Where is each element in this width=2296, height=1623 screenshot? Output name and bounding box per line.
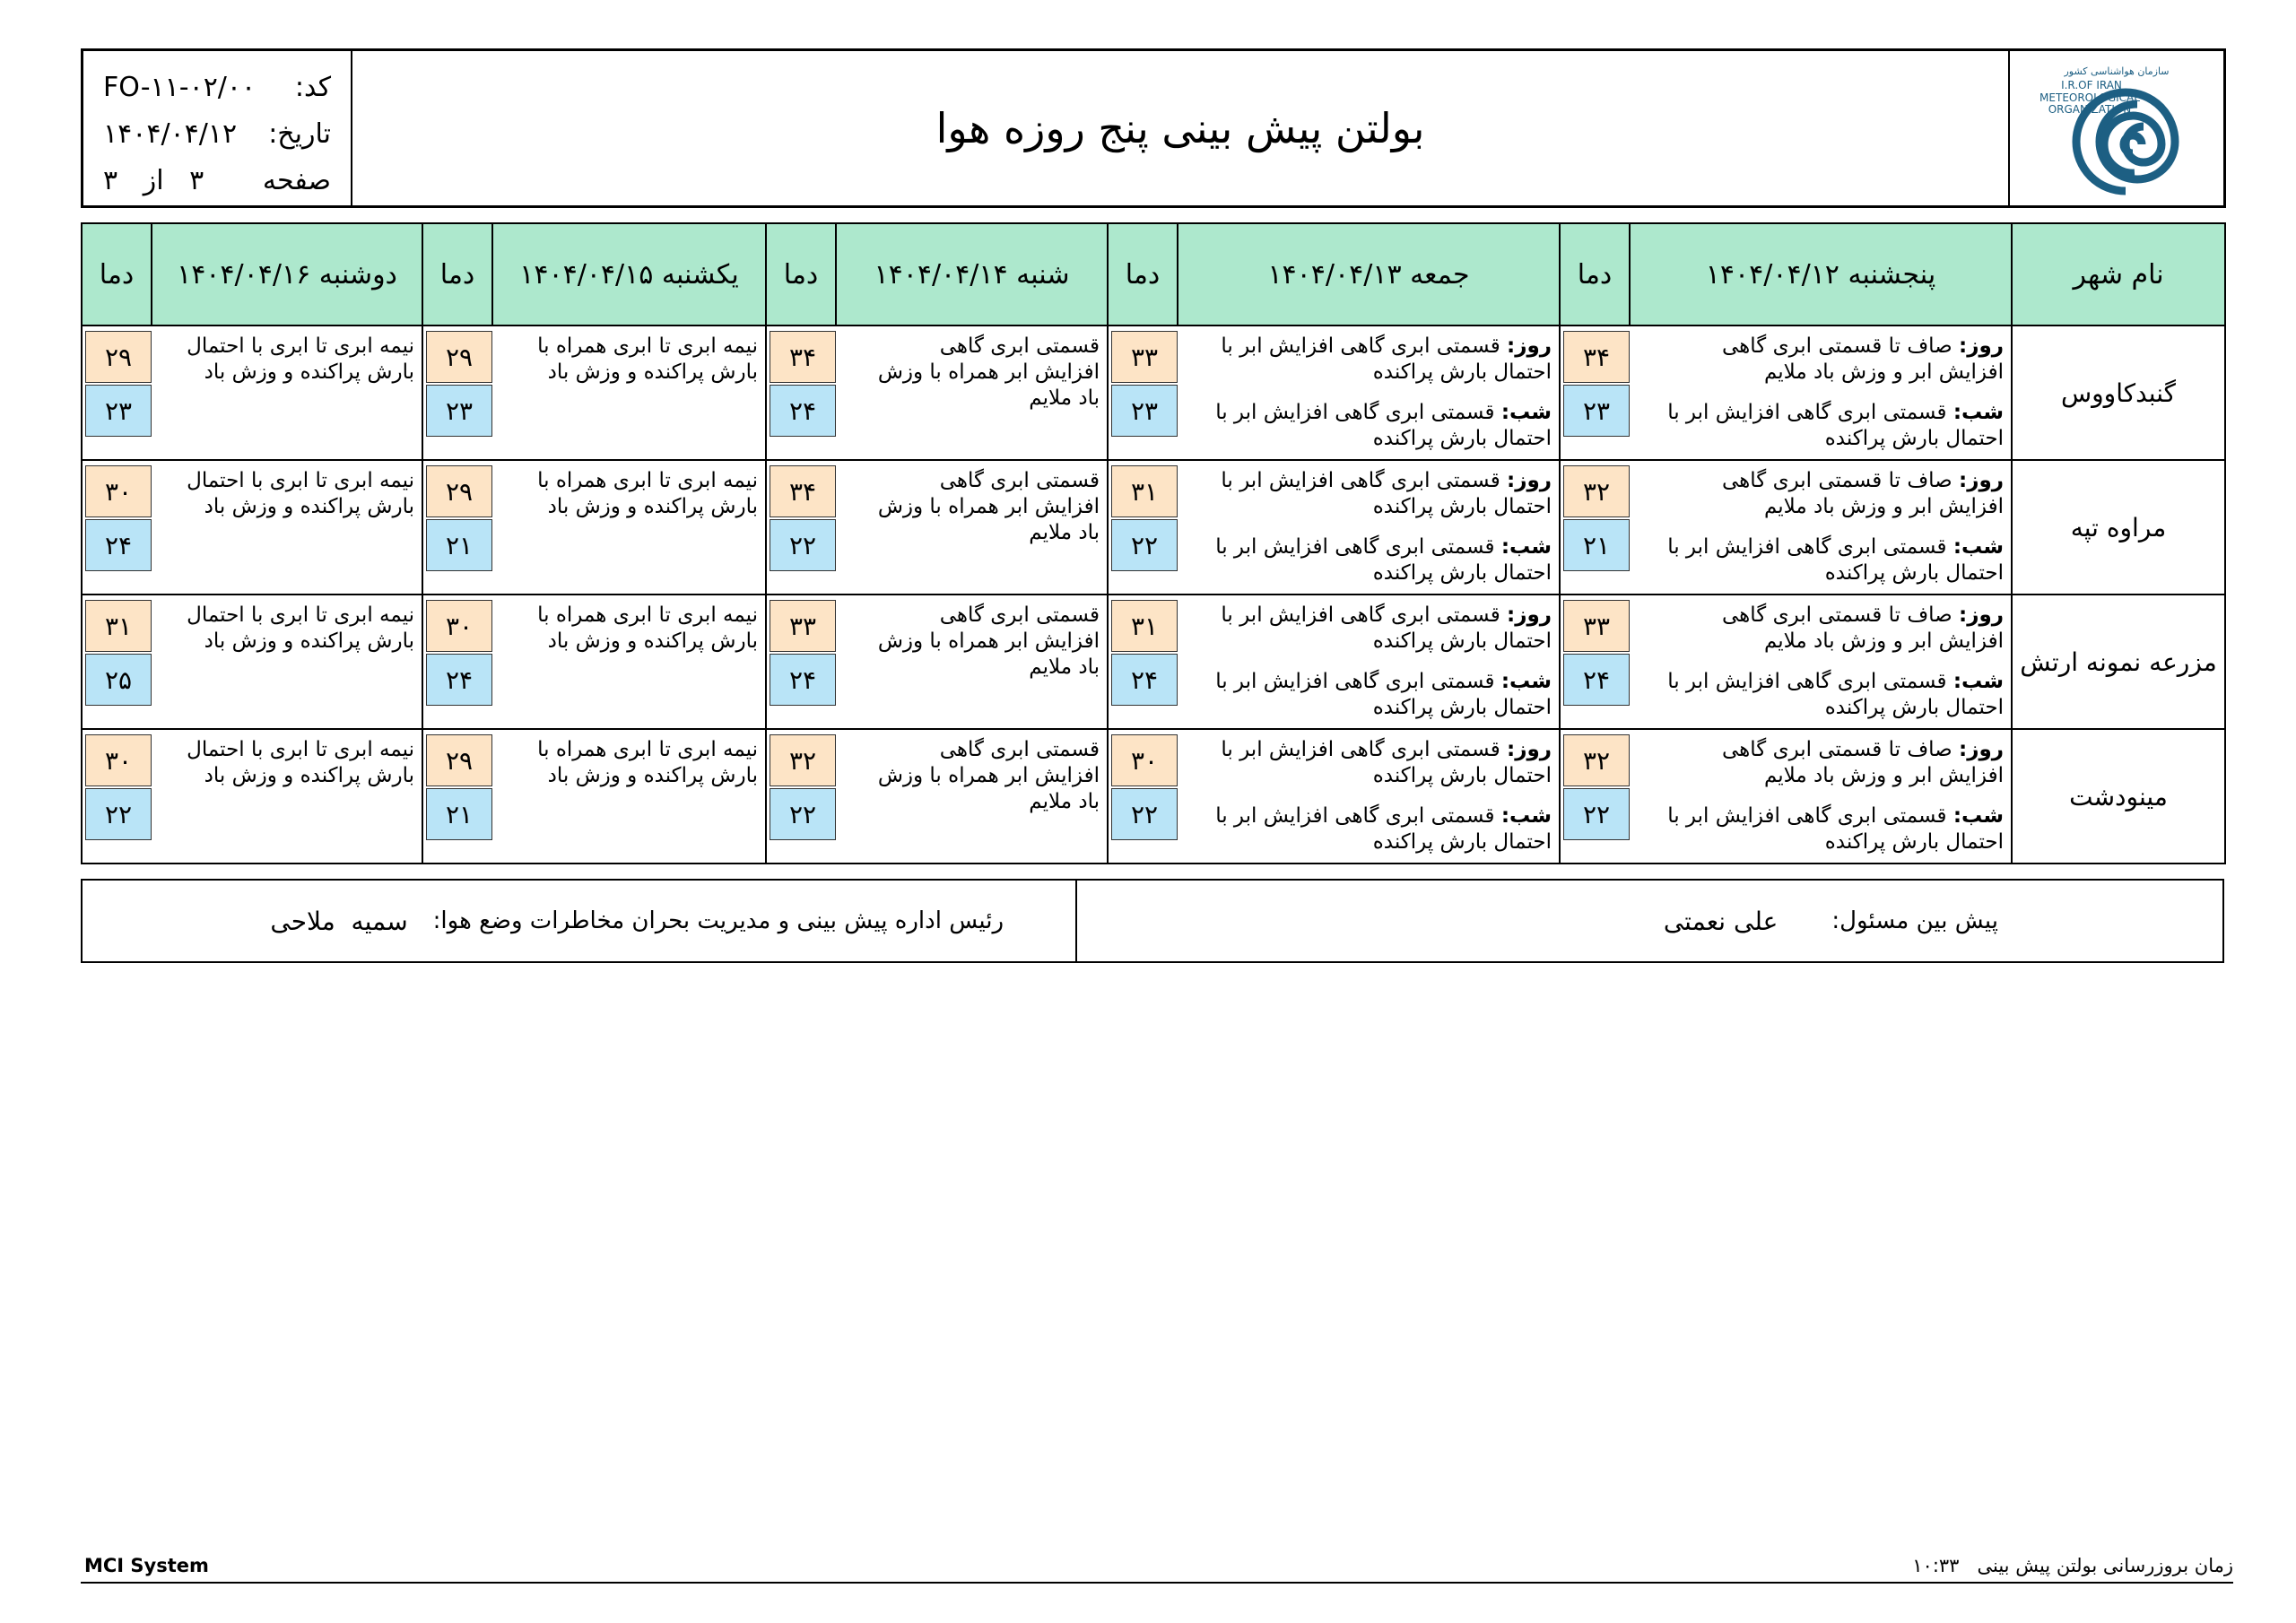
temp-day-5 — [82, 595, 152, 729]
min-temp: ۲۳ — [85, 385, 152, 437]
min-temp: ۲۳ — [1563, 385, 1630, 437]
temp-day-4 — [422, 460, 492, 595]
max-temp: ۳۰ — [85, 734, 152, 786]
night-prefix: شب: — [1952, 670, 2004, 693]
min-temp: ۲۴ — [770, 385, 836, 437]
night-prefix: شب: — [1952, 535, 2004, 559]
min-temp: ۲۲ — [770, 519, 836, 571]
code-value: FO-۱۱-۰۲/۰۰ — [103, 71, 257, 103]
min-temp: ۲۲ — [770, 788, 836, 840]
day-header-5: دوشنبه ۱۴۰۴/۰۴/۱۶ — [152, 223, 422, 325]
max-temp: ۳۱ — [1111, 600, 1178, 652]
forecast-day-4: نیمه ابری تا ابری همراه با بارش پراکنده و وزش باد — [492, 460, 766, 595]
code-label: کد: — [294, 71, 331, 103]
logo-text-fa: سازمان هواشناسی کشور — [2064, 65, 2170, 77]
forecast-day-1: روز: صاف تا قسمتی ابری گاهی افزایش ابر و وزش باد ملایم شب: قسمتی ابری گاهی افزایش ابر با احتمال بارش پراکنده — [1630, 460, 2012, 595]
night-prefix: شب: — [1500, 804, 1552, 828]
bulletin-header — [81, 48, 2226, 208]
temp-day-3 — [766, 595, 836, 729]
max-temp: ۳۴ — [770, 465, 836, 517]
max-temp: ۳۲ — [1563, 734, 1630, 786]
update-label: زمان بروزرسانی بولتن پیش بینی — [1977, 1555, 2233, 1576]
night-prefix: شب: — [1500, 535, 1552, 559]
forecast-day-5: نیمه ابری تا ابری با احتمال بارش پراکنده و وزش باد — [152, 595, 422, 729]
day-prefix: روز: — [1959, 738, 2004, 761]
forecaster-name: علی نعمتی — [1663, 906, 1779, 936]
day-header-2: جمعه ۱۴۰۴/۰۴/۱۳ — [1178, 223, 1560, 325]
max-temp: ۳۴ — [770, 331, 836, 383]
min-temp: ۲۲ — [1111, 519, 1178, 571]
day-prefix: روز: — [1507, 738, 1552, 761]
meteorology-logo-icon — [2027, 56, 2206, 200]
forecaster-cell — [1075, 881, 2222, 961]
forecast-day-2: روز: قسمتی ابری گاهی افزایش ابر با احتمال بارش پراکنده شب: قسمتی ابری گاهی افزایش ابر با احتمال بارش پراکنده — [1178, 595, 1560, 729]
head-cell — [83, 881, 1075, 961]
temp-day-2 — [1108, 325, 1178, 460]
max-temp: ۳۰ — [1111, 734, 1178, 786]
forecast-day-3: قسمتی ابری گاهی افزایش ابر همراه با وزش باد ملایم — [836, 325, 1108, 460]
city-name: مزرعه نمونه ارتش — [2012, 595, 2225, 729]
forecast-day-2: روز: قسمتی ابری گاهی افزایش ابر با احتمال بارش پراکنده شب: قسمتی ابری گاهی افزایش ابر با احتمال بارش پراکنده — [1178, 325, 1560, 460]
date-label: تاریخ: — [268, 117, 331, 150]
table-header-row — [82, 223, 2225, 325]
max-temp: ۳۲ — [770, 734, 836, 786]
update-info — [1912, 1555, 2233, 1576]
temp-day-4 — [422, 729, 492, 864]
temp-day-2 — [1108, 595, 1178, 729]
day-header-4: یکشنبه ۱۴۰۴/۰۴/۱۵ — [492, 223, 766, 325]
max-temp: ۲۹ — [85, 331, 152, 383]
temp-header-2: دما — [1108, 223, 1178, 325]
forecast-day-3: قسمتی ابری گاهی افزایش ابر همراه با وزش باد ملایم — [836, 729, 1108, 864]
temp-day-1 — [1560, 595, 1630, 729]
date-row — [103, 110, 331, 157]
forecast-day-4: نیمه ابری تا ابری همراه با بارش پراکنده و وزش باد — [492, 729, 766, 864]
min-temp: ۲۳ — [1111, 385, 1178, 437]
city-name: مینودشت — [2012, 729, 2225, 864]
max-temp: ۳۳ — [1563, 600, 1630, 652]
city-column-header: نام شهر — [2012, 223, 2225, 325]
city-name: مراوه تپه — [2012, 460, 2225, 595]
night-prefix: شب: — [1500, 670, 1552, 693]
forecast-day-1: روز: صاف تا قسمتی ابری گاهی افزایش ابر و وزش باد ملایم شب: قسمتی ابری گاهی افزایش ابر با احتمال بارش پراکنده — [1630, 729, 2012, 864]
temp-day-3 — [766, 460, 836, 595]
min-temp: ۲۲ — [1111, 788, 1178, 840]
day-prefix: روز: — [1959, 469, 2004, 492]
temp-day-5 — [82, 460, 152, 595]
forecaster-label: پیش بین مسئول: — [1831, 907, 1998, 934]
max-temp: ۳۴ — [1563, 331, 1630, 383]
night-prefix: شب: — [1952, 401, 2004, 424]
min-temp: ۲۱ — [426, 788, 492, 840]
table-row — [82, 460, 2225, 595]
max-temp: ۲۹ — [426, 734, 492, 786]
night-prefix: شب: — [1952, 804, 2004, 828]
forecast-day-2: روز: قسمتی ابری گاهی افزایش ابر با احتمال بارش پراکنده شب: قسمتی ابری گاهی افزایش ابر با احتمال بارش پراکنده — [1178, 460, 1560, 595]
forecast-day-4: نیمه ابری تا ابری همراه با بارش پراکنده و وزش باد — [492, 595, 766, 729]
organization-logo — [2008, 51, 2223, 205]
forecast-day-5: نیمه ابری تا ابری با احتمال بارش پراکنده و وزش باد — [152, 325, 422, 460]
day-header-3: شنبه ۱۴۰۴/۰۴/۱۴ — [836, 223, 1108, 325]
forecast-day-5: نیمه ابری تا ابری با احتمال بارش پراکنده و وزش باد — [152, 460, 422, 595]
min-temp: ۲۴ — [770, 654, 836, 706]
day-header-1: پنجشنبه ۱۴۰۴/۰۴/۱۲ — [1630, 223, 2012, 325]
temp-day-4 — [422, 325, 492, 460]
temp-header-4: دما — [422, 223, 492, 325]
logo-text-en-2: METEOROLOGICAL — [2039, 91, 2140, 104]
day-prefix: روز: — [1959, 603, 2004, 627]
page-footer — [81, 1555, 2233, 1584]
max-temp: ۳۳ — [770, 600, 836, 652]
min-temp: ۲۱ — [1563, 519, 1630, 571]
system-name: MCI System — [84, 1555, 209, 1576]
forecast-day-3: قسمتی ابری گاهی افزایش ابر همراه با وزش باد ملایم — [836, 595, 1108, 729]
forecast-day-4: نیمه ابری تا ابری همراه با بارش پراکنده و وزش باد — [492, 325, 766, 460]
forecast-day-2: روز: قسمتی ابری گاهی افزایش ابر با احتمال بارش پراکنده شب: قسمتی ابری گاهی افزایش ابر با احتمال بارش پراکنده — [1178, 729, 1560, 864]
max-temp: ۲۹ — [426, 465, 492, 517]
page-value: ۳ از ۳ — [103, 164, 204, 196]
max-temp: ۳۱ — [85, 600, 152, 652]
day-prefix: روز: — [1507, 334, 1552, 358]
day-prefix: روز: — [1507, 603, 1552, 627]
temp-day-1 — [1560, 460, 1630, 595]
temp-day-2 — [1108, 729, 1178, 864]
temp-day-3 — [766, 325, 836, 460]
min-temp: ۲۴ — [426, 654, 492, 706]
document-meta — [83, 51, 352, 205]
max-temp: ۳۰ — [85, 465, 152, 517]
forecast-day-1: روز: صاف تا قسمتی ابری گاهی افزایش ابر و وزش باد ملایم شب: قسمتی ابری گاهی افزایش ابر با احتمال بارش پراکنده — [1630, 595, 2012, 729]
signature-box — [81, 879, 2224, 963]
head-name: سمیه ملاحی — [270, 906, 408, 936]
table-row — [82, 595, 2225, 729]
min-temp: ۲۴ — [1111, 654, 1178, 706]
max-temp: ۳۲ — [1563, 465, 1630, 517]
max-temp: ۳۰ — [426, 600, 492, 652]
table-row — [82, 325, 2225, 460]
min-temp: ۲۴ — [85, 519, 152, 571]
temp-day-5 — [82, 729, 152, 864]
min-temp: ۲۲ — [85, 788, 152, 840]
day-prefix: روز: — [1959, 334, 2004, 358]
logo-text-en-1: I.R.OF IRAN — [2061, 79, 2122, 91]
table-row — [82, 729, 2225, 864]
temp-day-1 — [1560, 729, 1630, 864]
forecast-table — [81, 222, 2226, 864]
forecast-day-3: قسمتی ابری گاهی افزایش ابر همراه با وزش باد ملایم — [836, 460, 1108, 595]
max-temp: ۳۱ — [1111, 465, 1178, 517]
temp-day-1 — [1560, 325, 1630, 460]
min-temp: ۲۲ — [1563, 788, 1630, 840]
date-value: ۱۴۰۴/۰۴/۱۲ — [103, 117, 238, 150]
head-label: رئیس اداره پیش بینی و مدیریت بحران مخاطرات وضع هوا: — [432, 907, 1004, 934]
min-temp: ۲۴ — [1563, 654, 1630, 706]
night-prefix: شب: — [1500, 401, 1552, 424]
temp-day-2 — [1108, 460, 1178, 595]
temp-header-5: دما — [82, 223, 152, 325]
page-row — [103, 157, 331, 204]
min-temp: ۲۵ — [85, 654, 152, 706]
day-prefix: روز: — [1507, 469, 1552, 492]
temp-day-3 — [766, 729, 836, 864]
temp-day-4 — [422, 595, 492, 729]
page-title: بولتن پیش بینی پنج روزه هوا — [935, 104, 1425, 152]
max-temp: ۲۹ — [426, 331, 492, 383]
min-temp: ۲۱ — [426, 519, 492, 571]
forecast-day-5: نیمه ابری تا ابری با احتمال بارش پراکنده و وزش باد — [152, 729, 422, 864]
logo-text-en-3: ORGANIZATION — [2048, 103, 2132, 116]
code-row — [103, 64, 331, 110]
temp-day-5 — [82, 325, 152, 460]
forecast-day-1: روز: صاف تا قسمتی ابری گاهی افزایش ابر و وزش باد ملایم شب: قسمتی ابری گاهی افزایش ابر با احتمال بارش پراکنده — [1630, 325, 2012, 460]
temp-header-1: دما — [1560, 223, 1630, 325]
temp-header-3: دما — [766, 223, 836, 325]
max-temp: ۳۳ — [1111, 331, 1178, 383]
page-label: صفحه — [262, 164, 331, 196]
update-time: ۱۰:۳۳ — [1912, 1555, 1960, 1576]
min-temp: ۲۳ — [426, 385, 492, 437]
city-name: گنبدکاووس — [2012, 325, 2225, 460]
